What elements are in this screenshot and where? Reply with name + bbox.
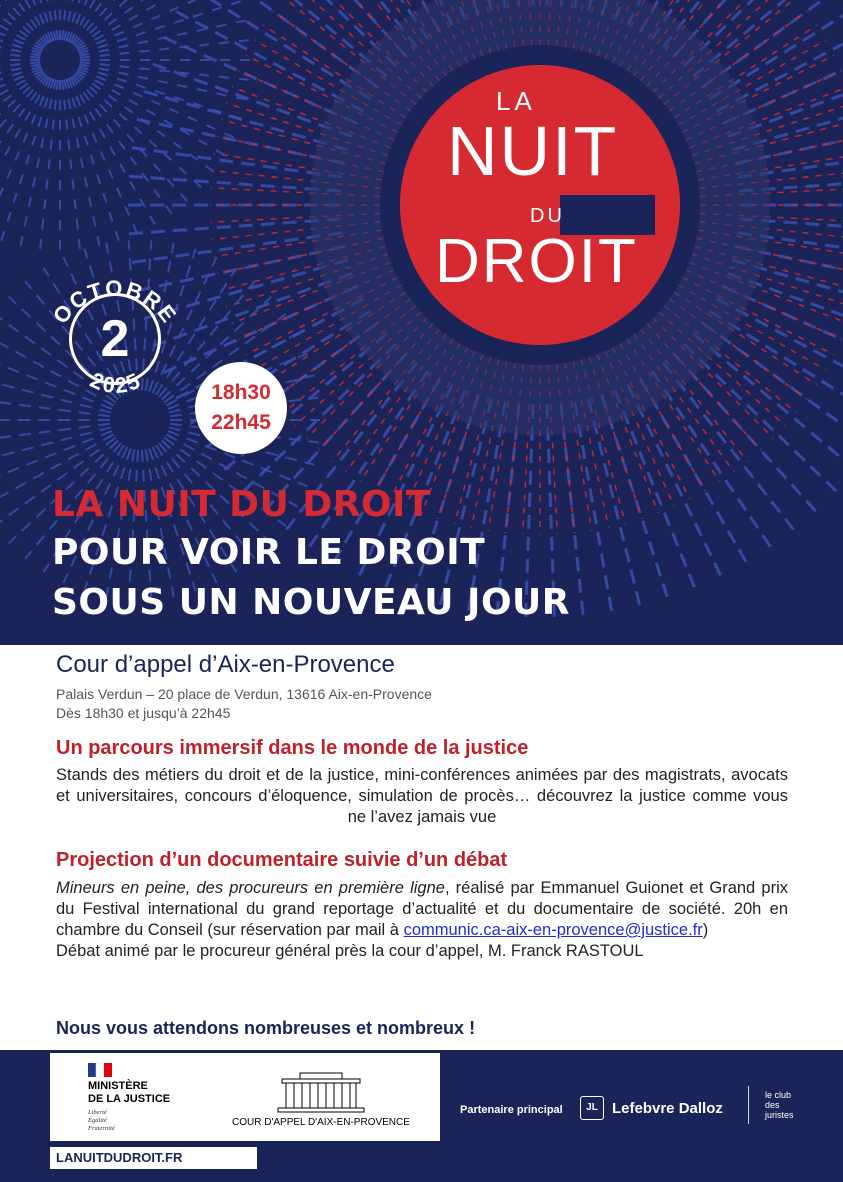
club-line1: le club bbox=[765, 1090, 792, 1100]
venue-address: Palais Verdun – 20 place de Verdun, 13616 Aix-en-Provence bbox=[56, 686, 432, 702]
logo-droit: DROIT bbox=[435, 227, 638, 296]
date-year: 2025 bbox=[86, 367, 146, 399]
partners-logo-box bbox=[50, 1053, 440, 1141]
email-close-paren: ) bbox=[702, 921, 709, 939]
ministry-and-court-logos bbox=[50, 1053, 440, 1141]
film-title: Mineurs en peine, des procureurs en première ligne bbox=[56, 879, 445, 897]
ministry-line1: MINISTÈRE bbox=[88, 1080, 148, 1092]
partner-divider bbox=[748, 1086, 749, 1124]
venue-info bbox=[56, 685, 432, 723]
headline-line2: POUR VOIR LE DROIT bbox=[52, 532, 486, 573]
ministry-line2: DE LA JUSTICE bbox=[88, 1093, 171, 1105]
courthouse-icon bbox=[278, 1073, 364, 1112]
date-day: 2 bbox=[69, 293, 161, 385]
club-des-juristes-logo bbox=[765, 1090, 794, 1120]
partner-name: Lefebvre Dalloz bbox=[612, 1100, 723, 1117]
logo-la: LA bbox=[496, 86, 536, 116]
section1-title: Un parcours immersif dans le monde de la justice bbox=[56, 737, 529, 759]
court-logo-label: COUR D'APPEL D'AIX-EN-PROVENCE bbox=[232, 1117, 410, 1128]
section2-text bbox=[56, 878, 788, 962]
reservation-email-link[interactable]: communic.ca-aix-en-provence@justice.fr bbox=[403, 921, 703, 939]
section1-text: Stands des métiers du droit et de la justice, mini-conférences animées par des magistrats, avocats et universitaires, concours d’éloquence, simulation de procès… découvrez la justice comme vous ne l’avez jamais vue bbox=[56, 766, 788, 826]
logo-du: DU bbox=[530, 205, 565, 227]
motto-liberte: Liberté bbox=[88, 1109, 107, 1116]
hours-badge bbox=[195, 362, 287, 454]
headline bbox=[52, 482, 570, 628]
film-description: , réalisé par Emmanuel Guionet et Grand prix du Festival international du grand reportage d’actualité et du documentaire de société. 20h en chambre du Conseil (sur réservation par mail à bbox=[56, 879, 788, 939]
headline-line1: LA NUIT DU DROIT bbox=[52, 484, 431, 525]
hours-start: 18h30 bbox=[211, 381, 271, 404]
flag-red-icon bbox=[104, 1063, 112, 1077]
section2-title: Projection d’un documentaire suivie d’un débat bbox=[56, 849, 508, 871]
flag-blue-icon bbox=[88, 1063, 96, 1077]
club-line2: des bbox=[765, 1100, 780, 1110]
club-line3: juristes bbox=[765, 1110, 794, 1120]
headline-line3: SOUS UN NOUVEAU JOUR bbox=[52, 582, 571, 623]
court-title: Cour d’appel d’Aix-en-Provence bbox=[56, 651, 395, 678]
partner-label: Partenaire principal bbox=[460, 1104, 563, 1116]
footer bbox=[0, 1050, 843, 1182]
motto-fraternite: Fraternité bbox=[88, 1125, 115, 1132]
website-link[interactable]: LANUITDUDROIT.FR bbox=[50, 1147, 257, 1169]
closing-message: Nous vous attendons nombreuses et nombreux ! bbox=[56, 1018, 476, 1038]
date-month: OCTOBRE bbox=[47, 275, 183, 329]
debate-text: Débat animé par le procureur général près la cour d’appel, M. Franck RASTOUL bbox=[56, 942, 644, 960]
logo-nuit: NUIT bbox=[447, 112, 619, 190]
event-details bbox=[0, 645, 843, 1050]
lefebvre-dalloz-icon: JL bbox=[580, 1096, 604, 1120]
motto-egalite: Égalité bbox=[88, 1117, 107, 1124]
hours-end: 22h45 bbox=[211, 411, 271, 434]
venue-schedule: Dès 18h30 et jusqu’à 22h45 bbox=[56, 705, 231, 721]
